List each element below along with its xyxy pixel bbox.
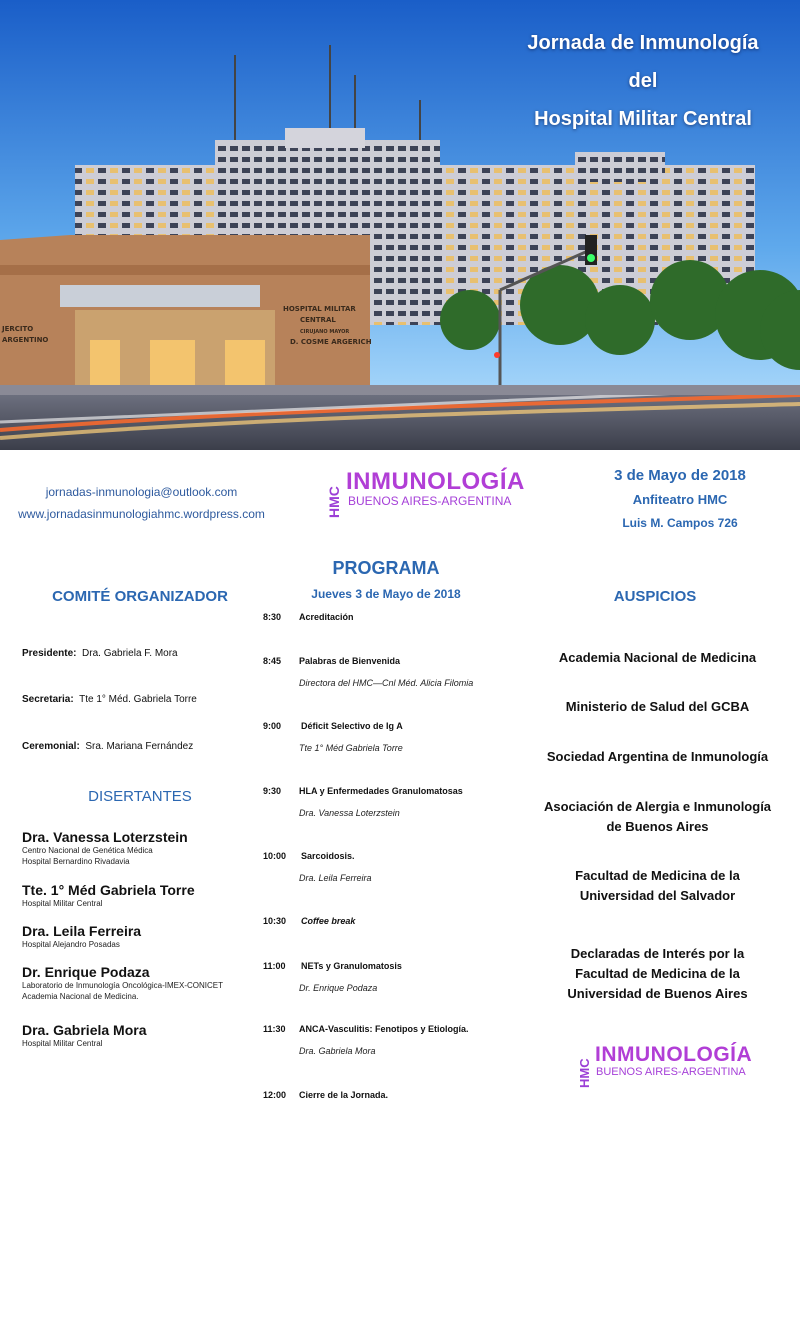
- program-time: 8:30: [263, 612, 282, 622]
- sponsor-line: de Buenos Aires: [606, 819, 709, 834]
- program-speaker: Dra. Leila Ferreira: [299, 873, 372, 883]
- sponsor-line: Academia Nacional de Medicina: [558, 650, 757, 665]
- speaker-entry: [22, 964, 282, 1002]
- email-link[interactable]: jornadas-inmunologia@outlook.com: [45, 485, 238, 499]
- program-speaker: Dra. Vanessa Loterzstein: [299, 808, 400, 818]
- committee-name: Sra. Mariana Fernández: [85, 741, 194, 752]
- sponsor-entry: [530, 797, 785, 837]
- sponsor-line: Asociación de Alergia e Inmunología: [543, 799, 772, 814]
- speaker-entry: [22, 829, 282, 867]
- sponsor-entry: [530, 866, 785, 906]
- event-title-line-3: Hospital Militar Central: [534, 108, 752, 130]
- program-time: 12:00: [263, 1090, 287, 1100]
- speaker-affiliation: Hospital Militar Central: [22, 899, 103, 908]
- program-speaker: Directora del HMC—Cnl Méd. Alicia Filomia: [299, 678, 474, 688]
- program-time: 10:30: [263, 916, 287, 926]
- program-time: 8:45: [263, 656, 282, 666]
- sponsor-line: Sociedad Argentina de Inmunología: [546, 749, 769, 764]
- program-title-text: Acreditación: [299, 612, 354, 622]
- contact-info: [0, 481, 283, 525]
- program-time: 10:00: [263, 851, 287, 861]
- event-title-line-1: Jornada de Inmunología: [527, 32, 759, 54]
- website-link[interactable]: www.jornadasinmunologiahmc.wordpress.com: [18, 507, 265, 521]
- program-title-text: HLA y Enfermedades Granulomatosas: [299, 786, 463, 796]
- program-title-text: Cierre de la Jornada.: [299, 1090, 389, 1100]
- program-title-text: Coffee break: [301, 916, 356, 926]
- building-sign-line-1: HOSPITAL MILITAR: [283, 305, 356, 313]
- committee-role: Ceremonial:: [22, 741, 80, 752]
- sponsor-line: Universidad del Salvador: [579, 888, 736, 903]
- speaker-entry: [22, 923, 282, 950]
- committee-role: Secretaria:: [22, 694, 74, 705]
- building-sign-line-2: CENTRAL: [300, 316, 336, 324]
- logo-sub-text: BUENOS AIRES-ARGENTINA: [596, 1066, 746, 1078]
- speaker-affiliation: Centro Nacional de Genética Médica: [22, 846, 153, 855]
- building-sign-line-4: D. COSME ARGERICH: [290, 338, 372, 346]
- sponsor-entry: [530, 697, 785, 717]
- program-time: 11:00: [263, 961, 286, 971]
- program-speaker: Dr. Enrique Podaza: [299, 983, 378, 993]
- committee-role: Presidente:: [22, 648, 77, 659]
- committee-member: [22, 741, 193, 752]
- event-title-line-2: del: [628, 70, 658, 92]
- wall-sign-line-1: JERCITO: [2, 325, 34, 333]
- program-title-text: Sarcoidosis.: [301, 851, 355, 861]
- logo-prefix: HMC: [577, 1058, 592, 1088]
- program-title-text: Déficit Selectivo de Ig A: [301, 721, 403, 731]
- inmunologia-logo-bottom: [577, 1043, 767, 1091]
- program-time: 9:00: [263, 721, 282, 731]
- program-title-text: NETs y Granulomatosis: [301, 961, 402, 971]
- logo-main-text: INMUNOLOGÍA: [595, 1043, 753, 1066]
- speaker-name: Dr. Enrique Podaza: [22, 964, 150, 980]
- speaker-affiliation: Laboratorio de Inmunología Oncológica-IMEX-CONICET: [22, 981, 223, 990]
- committee-member: [22, 648, 178, 659]
- speaker-name: Dra. Gabriela Mora: [22, 1022, 147, 1038]
- committee-title: COMITÉ ORGANIZADOR: [52, 588, 228, 605]
- sponsor-line: Facultad de Medicina de la: [575, 868, 740, 883]
- inmunologia-logo: [326, 468, 526, 522]
- event-title: [498, 24, 788, 138]
- sponsor-entry: [530, 944, 785, 1004]
- program-speaker: Tte 1° Méd Gabriela Torre: [299, 743, 403, 753]
- event-address: Luis M. Campos 726: [622, 516, 738, 530]
- event-info: [580, 463, 780, 535]
- sponsor-entry: [530, 747, 785, 767]
- sponsor-line: Universidad de Buenos Aires: [567, 986, 748, 1001]
- speaker-affiliation: Academia Nacional de Medicina.: [22, 992, 139, 1001]
- program-time: 11:30: [263, 1024, 286, 1034]
- logo-main-text: INMUNOLOGÍA: [346, 468, 525, 495]
- program-title-text: ANCA-Vasculitis: Fenotipos y Etiología.: [299, 1024, 469, 1034]
- speaker-entry: [22, 882, 282, 909]
- building-sign-line-3: CIRUJANO MAYOR: [300, 329, 350, 335]
- speakers-title: DISERTANTES: [88, 788, 192, 805]
- program-title: PROGRAMA: [332, 558, 440, 578]
- committee-member: [22, 694, 197, 705]
- logo-prefix: HMC: [326, 486, 342, 518]
- event-date: 3 de Mayo de 2018: [614, 467, 746, 484]
- speaker-name: Dra. Leila Ferreira: [22, 923, 142, 939]
- program-speaker: Dra. Gabriela Mora: [299, 1046, 376, 1056]
- hero-banner: [0, 0, 800, 450]
- speaker-affiliation: Hospital Bernardino Rivadavia: [22, 857, 130, 866]
- speaker-name: Dra. Vanessa Loterzstein: [22, 829, 188, 845]
- logo-sub-text: BUENOS AIRES-ARGENTINA: [348, 494, 512, 508]
- speaker-affiliation: Hospital Alejandro Posadas: [22, 940, 120, 949]
- sponsor-entry: [530, 648, 785, 668]
- program-title-text: Palabras de Bienvenida: [299, 656, 401, 666]
- sponsor-line: Facultad de Medicina de la: [575, 966, 740, 981]
- auspicios-title: AUSPICIOS: [613, 588, 697, 605]
- program-subtitle: Jueves 3 de Mayo de 2018: [311, 587, 461, 601]
- speaker-affiliation: Hospital Militar Central: [22, 1039, 103, 1048]
- speaker-name: Tte. 1° Méd Gabriela Torre: [22, 882, 195, 898]
- speaker-entry: [22, 1022, 282, 1049]
- committee-name: Dra. Gabriela F. Mora: [82, 648, 178, 659]
- sponsor-line: Ministerio de Salud del GCBA: [565, 699, 750, 714]
- sponsor-line: Declaradas de Interés por la: [570, 946, 745, 961]
- committee-name: Tte 1° Méd. Gabriela Torre: [79, 694, 197, 705]
- program-time: 9:30: [263, 786, 282, 796]
- event-venue: Anfiteatro HMC: [632, 492, 728, 507]
- wall-sign-line-2: ARGENTINO: [2, 336, 49, 344]
